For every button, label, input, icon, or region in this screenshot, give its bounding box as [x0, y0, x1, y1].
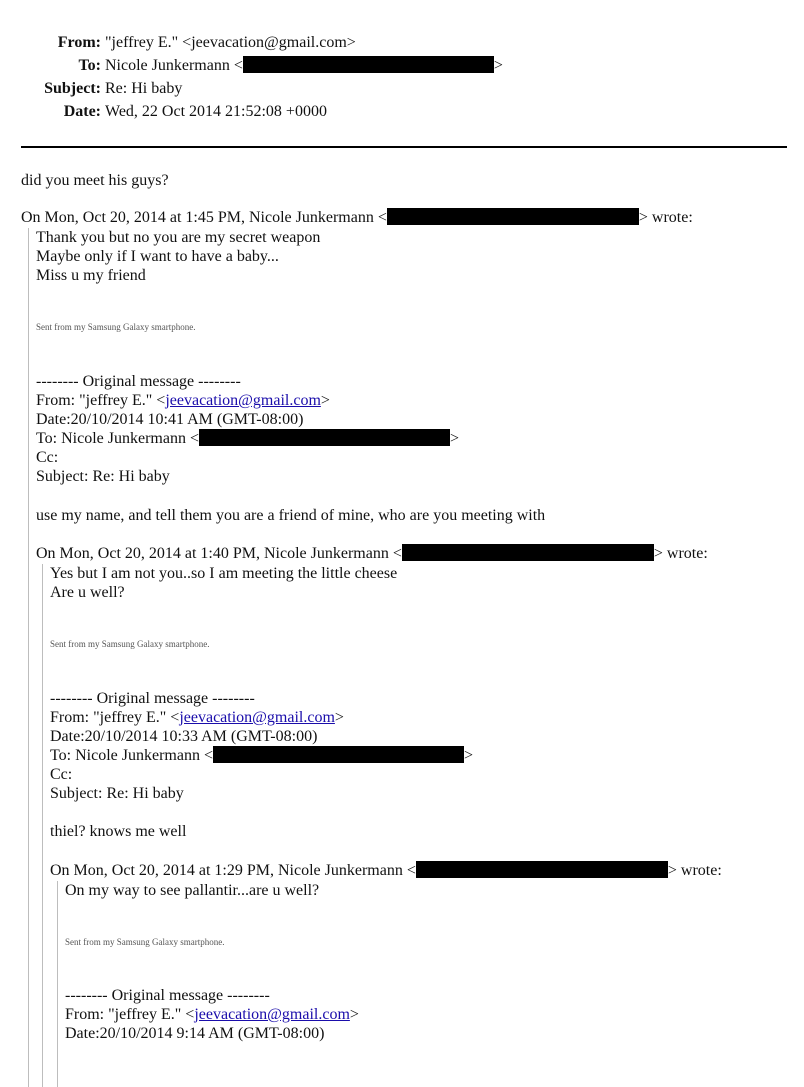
q1-message: use my name, and tell them you are a friend of mine, who are you meeting with — [36, 507, 546, 524]
q2-cc: Cc: — [50, 766, 73, 783]
q3-attribution — [50, 861, 722, 880]
q1-from-suffix: > — [320, 392, 330, 409]
q1-from — [36, 391, 330, 410]
q2-from-suffix: > — [334, 709, 344, 726]
redaction-bar — [199, 429, 450, 446]
q2-message: thiel? knows me well — [50, 823, 187, 840]
header-to-suffix: > — [493, 57, 503, 74]
header-from-label: From: — [57, 34, 101, 51]
q1-attrib-suffix: > wrote: — [638, 209, 693, 226]
header-subject-label: Subject: — [44, 80, 101, 97]
q3-from-suffix: > — [349, 1006, 359, 1023]
q3-sent-from: Sent from my Samsung Galaxy smartphone. — [65, 937, 225, 947]
q2-sent-from: Sent from my Samsung Galaxy smartphone. — [50, 639, 210, 649]
header-subject-row — [0, 79, 182, 98]
q2-line-2: Are u well? — [50, 584, 125, 601]
q3-from-prefix: From: "jeffrey E." < — [65, 1006, 195, 1023]
header-from-value: "jeffrey E." <jeevacation@gmail.com> — [105, 34, 356, 51]
q2-from-email-link[interactable]: jeevacation@gmail.com — [179, 709, 335, 726]
q2-orig-header: -------- Original message -------- — [50, 690, 255, 707]
header-to-label: To: — [78, 57, 101, 74]
q1-attrib-prefix: On Mon, Oct 20, 2014 at 1:45 PM, Nicole Junkermann < — [21, 209, 387, 226]
q1-date: Date:20/10/2014 10:41 AM (GMT-08:00) — [36, 411, 304, 428]
header-from-row — [0, 33, 356, 52]
redaction-bar — [402, 544, 654, 561]
q2-from-prefix: From: "jeffrey E." < — [50, 709, 180, 726]
q2-attrib-prefix: On Mon, Oct 20, 2014 at 1:40 PM, Nicole Junkermann < — [36, 545, 402, 562]
q2-attribution — [36, 544, 708, 563]
q3-attrib-suffix: > wrote: — [667, 862, 722, 879]
q1-subject: Subject: Re: Hi baby — [36, 468, 170, 485]
q2-from — [50, 708, 344, 727]
q1-sent-from: Sent from my Samsung Galaxy smartphone. — [36, 322, 196, 332]
redaction-bar — [213, 746, 464, 763]
q3-orig-header: -------- Original message -------- — [65, 987, 270, 1004]
header-to-prefix: Nicole Junkermann < — [105, 57, 243, 74]
q1-from-email-link[interactable]: jeevacation@gmail.com — [165, 392, 321, 409]
q2-subject: Subject: Re: Hi baby — [50, 785, 184, 802]
header-divider — [21, 146, 787, 148]
q1-from-prefix: From: "jeffrey E." < — [36, 392, 166, 409]
reply-text: did you meet his guys? — [21, 172, 169, 189]
q3-from-email-link[interactable]: jeevacation@gmail.com — [194, 1006, 350, 1023]
header-date-value: Wed, 22 Oct 2014 21:52:08 +0000 — [105, 103, 327, 120]
redaction-bar — [243, 56, 494, 73]
q3-from — [65, 1005, 359, 1024]
q3-date: Date:20/10/2014 9:14 AM (GMT-08:00) — [65, 1025, 325, 1042]
header-date-label: Date: — [63, 103, 101, 120]
redaction-bar — [387, 208, 639, 225]
q2-attrib-suffix: > wrote: — [653, 545, 708, 562]
q1-to-suffix: > — [449, 430, 460, 447]
q1-orig-header: -------- Original message -------- — [36, 373, 241, 390]
quote-bar-level-3 — [57, 881, 58, 1087]
q2-line-1: Yes but I am not you..so I am meeting the little cheese — [50, 565, 398, 582]
q1-line-2: Maybe only if I want to have a baby... — [36, 248, 279, 265]
q1-cc: Cc: — [36, 449, 59, 466]
q1-to-prefix: To: Nicole Junkermann < — [36, 430, 199, 447]
q1-line-3: Miss u my friend — [36, 267, 146, 284]
q3-line-1: On my way to see pallantir...are u well? — [65, 882, 320, 899]
quote-bar-level-2 — [42, 564, 43, 1087]
header-subject-value: Re: Hi baby — [105, 80, 183, 97]
header-to-row — [0, 56, 503, 75]
q2-to — [50, 746, 473, 765]
q2-to-suffix: > — [463, 747, 474, 764]
q1-attribution — [21, 208, 693, 227]
quote-bar-level-1 — [28, 228, 29, 1087]
q2-date: Date:20/10/2014 10:33 AM (GMT-08:00) — [50, 728, 318, 745]
redaction-bar — [416, 861, 668, 878]
header-date-row — [0, 102, 327, 121]
q1-to — [36, 429, 459, 448]
q3-attrib-prefix: On Mon, Oct 20, 2014 at 1:29 PM, Nicole Junkermann < — [50, 862, 416, 879]
q1-line-1: Thank you but no you are my secret weapon — [36, 229, 321, 246]
q2-to-prefix: To: Nicole Junkermann < — [50, 747, 213, 764]
